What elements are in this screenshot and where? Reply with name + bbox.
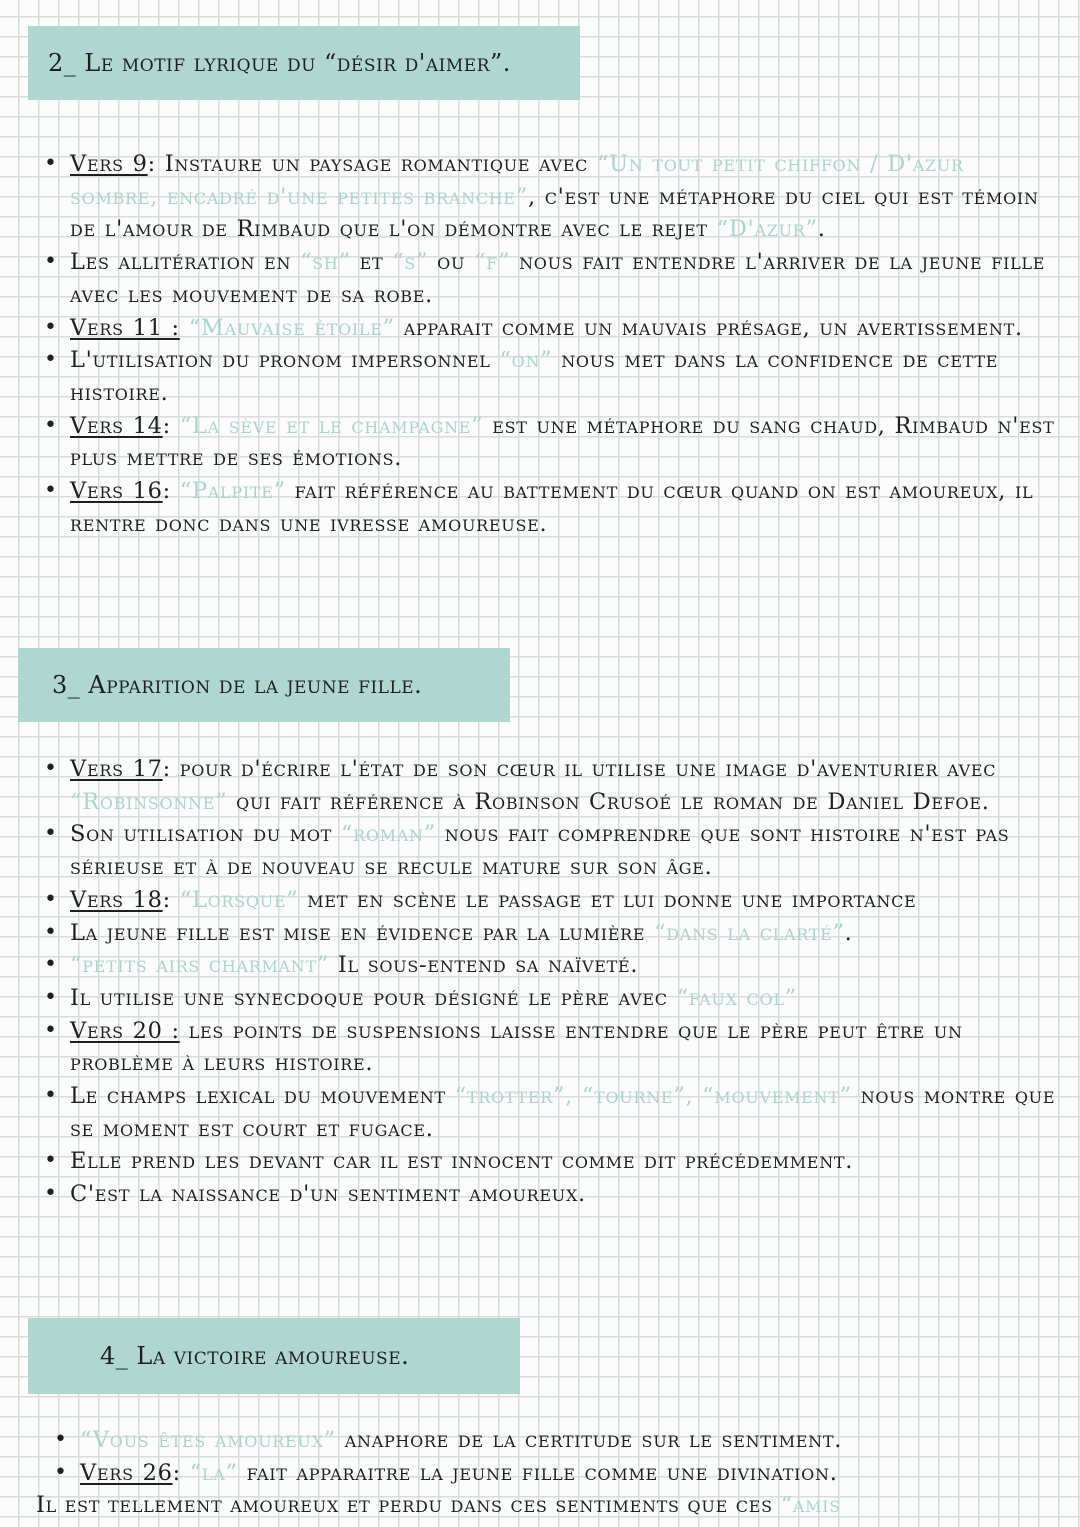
- quote: “Vous êtes amoureux”: [80, 1427, 336, 1453]
- trailing-paragraph: Il est tellement amoureux et perdu dans ces sentiments que ces “amis: [36, 1492, 841, 1518]
- list-item: • C'est la naissance d'un sentiment amoureux.: [30, 1178, 1060, 1211]
- list-item: • La jeune fille est mise en évidence par la lumière “dans la clarté”.: [30, 917, 1060, 950]
- quote: “faux col”: [676, 984, 797, 1011]
- section-2-list: [30, 148, 1060, 540]
- list-item: • Vers 26: “la” fait apparaitre la jeune fille comme une divination.: [40, 1457, 1060, 1490]
- list-item: • Vers 16: “Palpite” fait référence au battement du cœur quand on est amoureux, il rentre donc dans une ivresse amoureuse.: [30, 475, 1060, 540]
- list-item: • L'utilisation du pronom impersonnel “on” nous met dans la confidence de cette histoire.: [30, 344, 1060, 409]
- vers-label: Vers 9: [70, 151, 148, 177]
- quote: “trotter”, “tourne”, “mouvement”: [454, 1083, 852, 1110]
- list-item: • Elle prend les devant car il est innocent comme dit précédemment.: [30, 1145, 1060, 1178]
- vers-label: Vers 14: [70, 412, 163, 439]
- quote: “s”: [392, 249, 429, 276]
- list-item: • Vers 11 : “Mauvaise étoile” apparait comme un mauvais présage, un avertissement.: [30, 312, 1060, 345]
- list-item: • Vers 9: Instaure un paysage romantique avec “Un tout petit chiffon / D'azur sombre, encadré d'une petites branche”, c'est une métaphore du ciel qui est témoin de l'amour de Rimbaud que l'on démontre avec le rejet “D'azur”.: [30, 148, 1060, 246]
- quote: “amis: [780, 1492, 841, 1518]
- vers-label: Vers 26: [80, 1459, 173, 1486]
- list-item: • Vers 20 : les points de suspensions laisse entendre que le père peut être un problème à leurs histoire.: [30, 1015, 1060, 1080]
- list-item: • Les allitération en “sh” et “s” ou “f” nous fait entendre l'arriver de la jeune fille avec les mouvement de sa robe.: [30, 246, 1060, 311]
- vers-label: Vers 20 :: [70, 1017, 180, 1044]
- list-item: • “petits airs charmant” Il sous-entend sa naïveté.: [30, 949, 1060, 982]
- list-item: • “Vous êtes amoureux” anaphore de la certitude sur le sentiment.: [40, 1424, 1060, 1457]
- list-item: • Son utilisation du mot “roman” nous fait comprendre que sont histoire n'est pas sérieuse et à de nouveau se recule mature sur son âge.: [30, 818, 1060, 883]
- section-4-list: [40, 1424, 1060, 1489]
- vers-label: Vers 17: [70, 756, 163, 782]
- list-item: • Il utilise une synecdoque pour désigné le père avec “faux col”: [30, 982, 1060, 1015]
- quote: “La sève et le champagne”: [179, 412, 484, 439]
- list-item: • Vers 17: pour d'écrire l'état de son cœur il utilise une image d'aventurier avec “Robinsonne” qui fait référence à Robinson Crusoé le roman de Daniel Defoe.: [30, 753, 1060, 818]
- vers-label: Vers 18: [70, 886, 163, 913]
- list-item: • Vers 14: “La sève et le champagne” est une métaphore du sang chaud, Rimbaud n'est plus mettre de ses émotions.: [30, 410, 1060, 475]
- quote: “petits airs charmant”: [70, 952, 330, 979]
- list-item: • Le champs lexical du mouvement “trotter”, “tourne”, “mouvement” nous montre que se moment est court et fugace.: [30, 1080, 1060, 1145]
- section-3-list: [30, 753, 1060, 1211]
- quote: “roman”: [340, 821, 436, 848]
- list-item: • Vers 18: “Lorsque” met en scène le passage et lui donne une importance: [30, 884, 1060, 917]
- quote: “dans la clarté”: [654, 919, 845, 946]
- quote: “Lorsque”: [179, 886, 299, 913]
- quote: “on”: [499, 347, 553, 374]
- vers-label: Vers 16: [70, 478, 163, 505]
- section-heading-3: 3_ Apparition de la jeune fille.: [18, 648, 510, 722]
- quote: “Mauvaise étoile”: [188, 314, 395, 341]
- quote: “Palpite”: [179, 478, 286, 505]
- quote: “la”: [189, 1459, 238, 1486]
- section-heading-4: 4_ La victoire amoureuse.: [28, 1318, 520, 1394]
- quote: “Un tout petit chiffon / D'azur sombre, encadré d'une petites branche”: [70, 151, 964, 210]
- section-heading-2: 2_ Le motif lyrique du “désir d'aimer”.: [28, 26, 580, 100]
- quote: “Robinsonne”: [70, 788, 228, 815]
- quote: “sh”: [300, 249, 351, 276]
- quote: “D'azur”: [716, 216, 818, 243]
- quote: “f”: [474, 249, 511, 276]
- vers-label: Vers 11 :: [70, 314, 180, 341]
